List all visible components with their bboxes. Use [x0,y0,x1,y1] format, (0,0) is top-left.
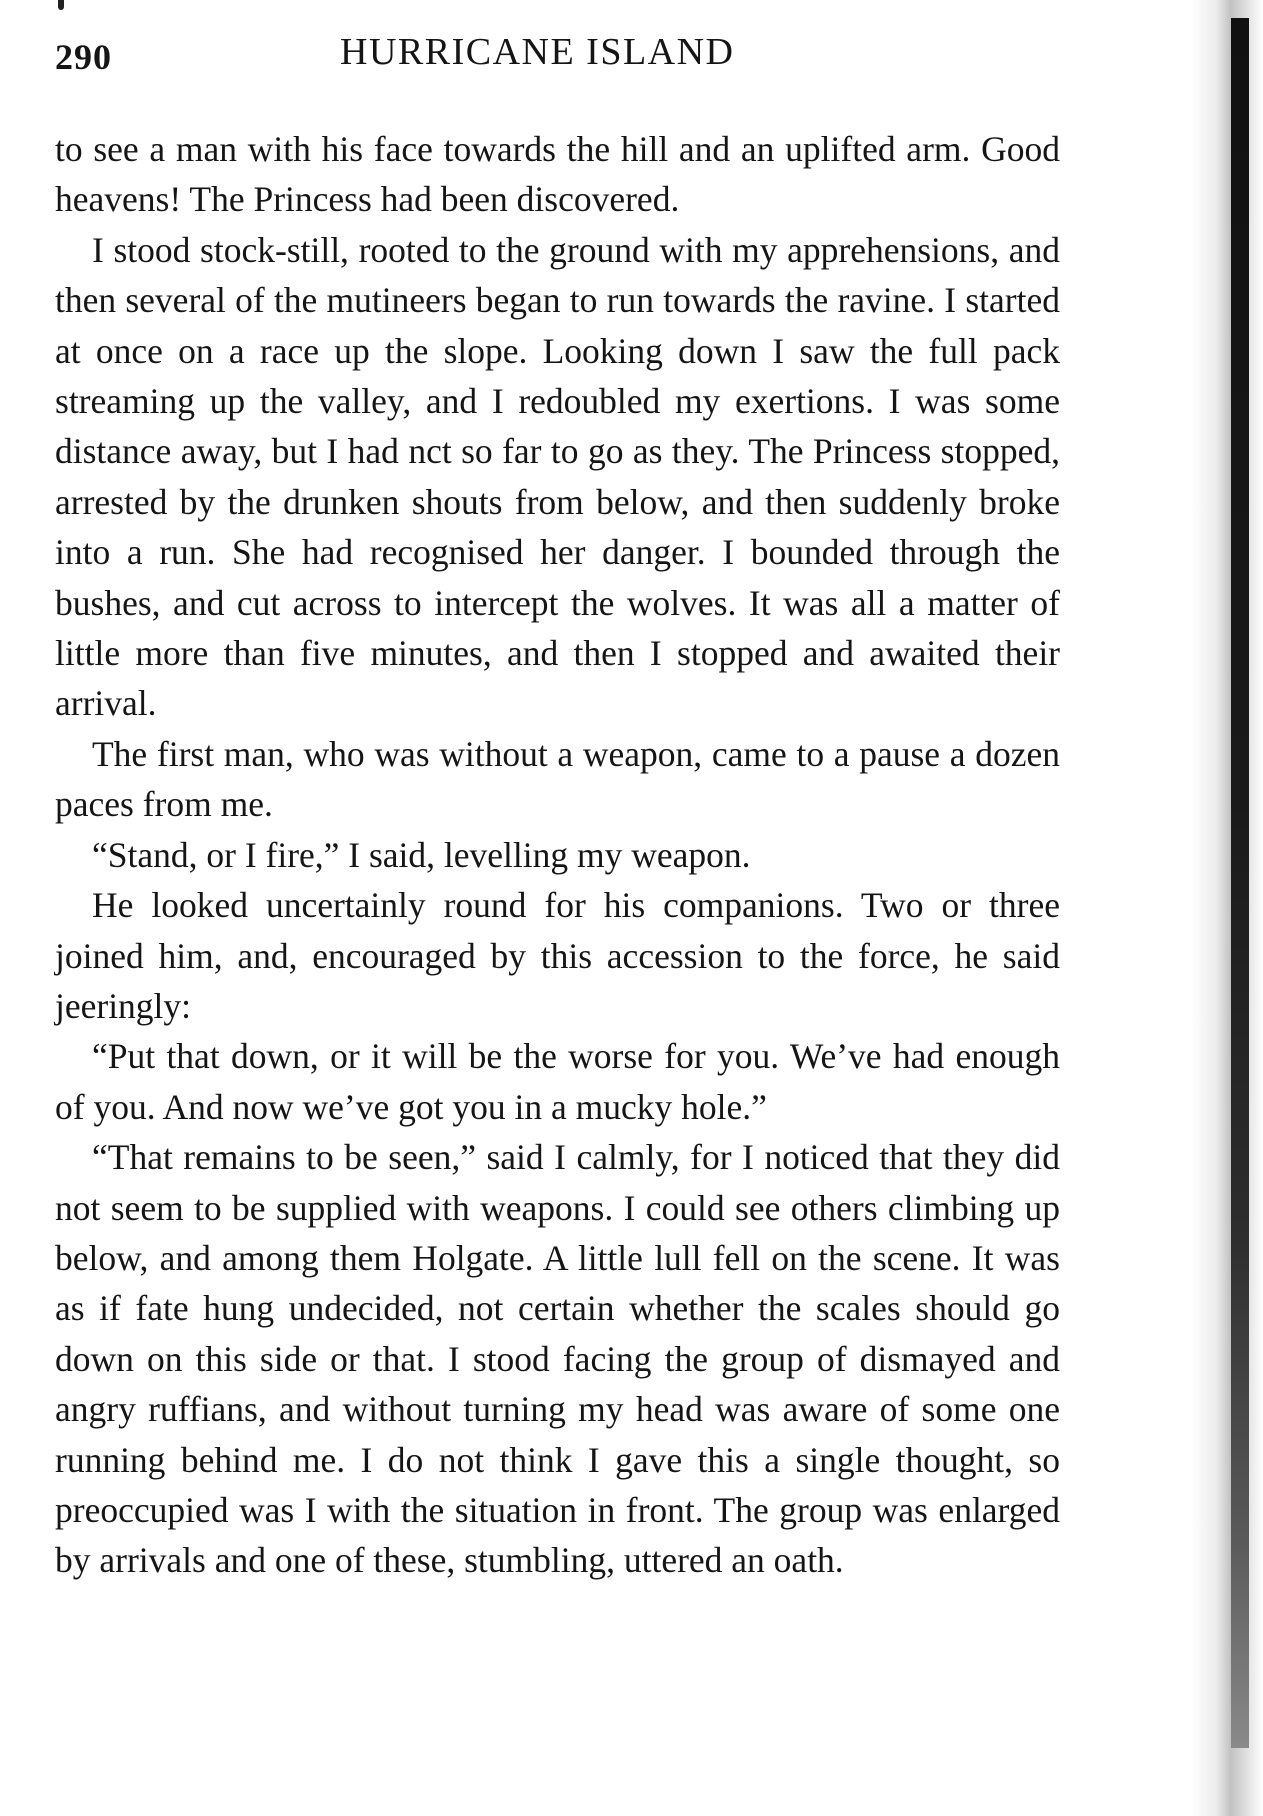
page-number: 290 [55,37,112,77]
running-head: HURRICANE ISLAND [340,31,735,73]
scan-mark [58,0,64,10]
body-text [55,124,1060,1586]
paragraph: I stood stock-still, rooted to the ground with my apprehensions, and then several of the mutineers began to run towards the ravine. I started at once on a race up the slope. Looking down I saw the full pack streaming up the valley, and I redoubled my exertions. I was some distance away, but I had nct so far to go as they. The Princess stopped, arrested by the drunken shouts from below, and then suddenly broke into a run. She had recognised her danger. I bounded through the bushes, and cut across to intercept the wolves. It was all a matter of little more than five minutes, and then I stopped and awaited their arrival. [55,229,1060,724]
paragraph: “Put that down, or it will be the worse for you. We’ve had enough of you. And now we’ve got you in a mucky hole.” [55,1036,1060,1127]
page-header [55,30,1055,80]
paragraph: The first man, who was without a weapon, came to a pause a dozen paces from me. [55,733,1060,825]
paragraph: to see a man with his face towards the hill and an uplifted arm. Good heavens! The Princess had been discovered. [55,129,1060,220]
paragraph: He looked uncertainly round for his companions. Two or three joined him, and, encouraged by this accession to the force, he said jeeringly: [55,885,1060,1026]
paragraph: “That remains to be seen,” said I calmly, for I noticed that they did not seem to be supplied with weapons. I could see others climbing up below, and among them Holgate. A little lull fell on the scene. It was as if fate hung undecided, not certain whether the scales should go down on this side or that. I stood facing the group of dismayed and angry ruffians, and without turning my head was aware of some one running behind me. I do not think I gave this a single thought, so preoccupied was I with the situation in front. The group was enlarged by arrivals and one of these, stumbling, uttered an oath. [55,1137,1060,1581]
book-gutter-shadow [1191,0,1263,1816]
paragraph: “Stand, or I fire,” I said, levelling my weapon. [92,834,751,875]
book-gutter-edge [1231,18,1249,1748]
